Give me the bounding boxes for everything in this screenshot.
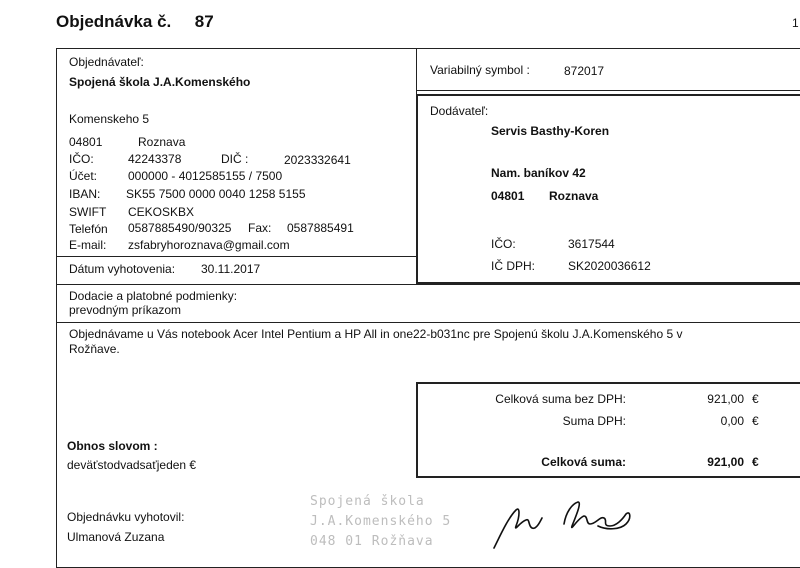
divider-vs xyxy=(416,90,800,91)
orderer-phone: 0587885490/90325 xyxy=(128,221,232,235)
orderer-city: Roznava xyxy=(138,135,186,149)
terms-label: Dodacie a platobné podmienky: xyxy=(69,289,238,303)
issue-date-label: Dátum vyhotovenia: xyxy=(69,262,176,276)
orderer-street: Komenskeho 5 xyxy=(69,112,150,126)
page-title xyxy=(56,12,214,32)
supplier-icdph-label: IČ DPH: xyxy=(491,259,536,273)
amount-words-value: deväťstodvadsaťjeden € xyxy=(67,458,197,472)
orderer-email-label: E-mail: xyxy=(69,238,107,252)
orderer-ico: 42243378 xyxy=(128,152,182,166)
prepared-by-name: Ulmanová Zuzana xyxy=(67,530,165,544)
order-text-line1: Objednávame u Vás notebook Acer Intel Pentium a HP All in one22-b031nc pre Spojenú školu J.A.Komenského 5 v xyxy=(69,327,683,341)
variable-symbol: 872017 xyxy=(564,64,605,78)
orderer-swift-label: SWIFT xyxy=(69,205,107,219)
stamp-line3: 048 01 Rožňava xyxy=(310,534,434,549)
order-text-line2: Rožňave. xyxy=(69,342,120,356)
prepared-by-label: Objednávku vyhotovil: xyxy=(67,510,185,524)
divider-text xyxy=(56,322,800,323)
orderer-account: 000000 - 4012585155 / 7500 xyxy=(128,169,283,183)
variable-symbol-label: Variabilný symbol : xyxy=(430,63,530,77)
supplier-label: Dodávateľ: xyxy=(430,104,489,118)
orderer-label: Objednávateľ: xyxy=(69,55,144,69)
orderer-ico-label: IČO: xyxy=(69,152,94,166)
terms-value: prevodným príkazom xyxy=(69,303,182,317)
supplier-ico-label: IČO: xyxy=(491,237,516,251)
orderer-zip: 04801 xyxy=(69,135,103,149)
supplier-street: Nam. baníkov 42 xyxy=(491,166,586,180)
supplier-zip: 04801 xyxy=(491,189,525,203)
total-label: Celková suma: xyxy=(541,455,626,469)
vat-label: Suma DPH: xyxy=(562,414,626,428)
orderer-email: zsfabryhoroznava@gmail.com xyxy=(128,238,290,252)
supplier-ico: 3617544 xyxy=(568,237,615,251)
orderer-iban: SK55 7500 0000 0040 1258 5155 xyxy=(126,187,306,201)
currency-2: € xyxy=(752,414,759,428)
orderer-fax: 0587885491 xyxy=(287,221,354,235)
orderer-iban-label: IBAN: xyxy=(69,187,101,201)
orderer-dic-label: DIČ : xyxy=(221,152,249,166)
currency-3: € xyxy=(752,455,759,469)
supplier-name: Servis Basthy-Koren xyxy=(491,124,610,138)
stamp-line2: J.A.Komenského 5 xyxy=(310,514,452,529)
orderer-name: Spojená škola J.A.Komenského xyxy=(69,75,251,89)
orderer-phone-label: Telefón xyxy=(69,222,108,236)
without-vat-label: Celková suma bez DPH: xyxy=(495,392,626,406)
currency-1: € xyxy=(752,392,759,406)
without-vat-value: 921,00 xyxy=(707,392,744,406)
title-label: Objednávka č. xyxy=(56,12,172,31)
orderer-fax-label: Fax: xyxy=(248,221,272,235)
vat-value: 0,00 xyxy=(720,414,744,428)
amount-words-label: Obnos slovom : xyxy=(67,439,158,453)
signature-icon xyxy=(486,496,646,558)
orderer-swift: CEKOSKBX xyxy=(128,205,195,219)
supplier-box xyxy=(416,94,800,284)
total-value: 921,00 xyxy=(707,455,744,469)
divider-terms xyxy=(56,284,800,285)
page-number: 1 xyxy=(792,16,799,30)
order-number: 87 xyxy=(194,12,214,31)
stamp-line1: Spojená škola xyxy=(310,494,425,509)
supplier-icdph: SK2020036612 xyxy=(568,259,651,273)
divider-date xyxy=(56,256,416,257)
supplier-city: Roznava xyxy=(549,189,599,203)
orderer-account-label: Účet: xyxy=(69,169,98,183)
issue-date: 30.11.2017 xyxy=(201,262,261,276)
orderer-dic: 2023332641 xyxy=(284,153,351,167)
